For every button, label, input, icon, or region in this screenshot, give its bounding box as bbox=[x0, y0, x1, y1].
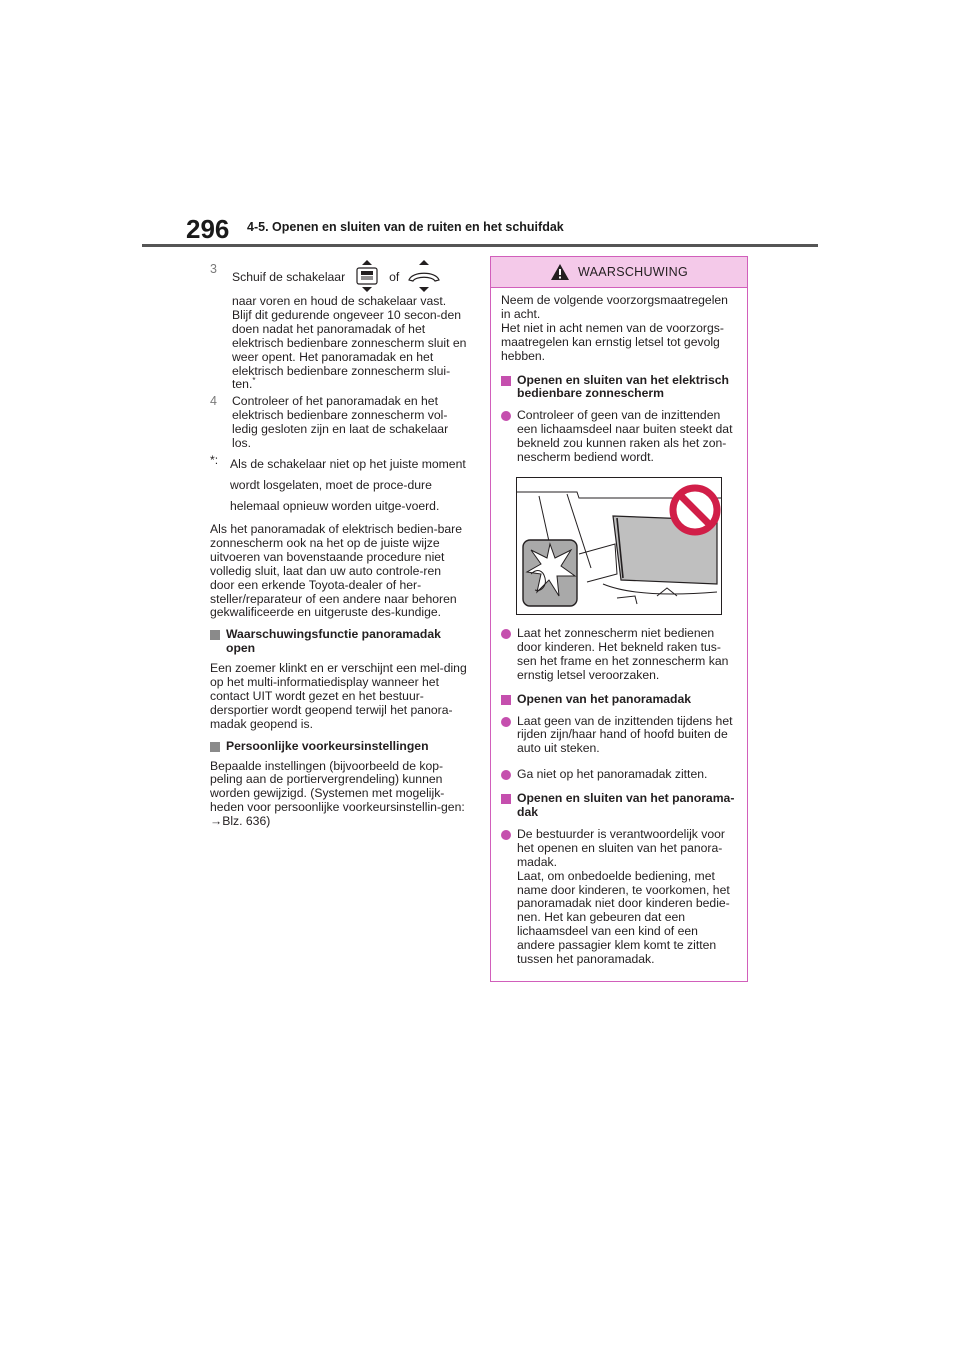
square-bullet-icon bbox=[210, 742, 220, 752]
footnote bbox=[210, 454, 468, 517]
paragraph-3: Bepaalde instellingen (bijvoorbeeld de kop-peling aan de portiervergrendeling) kunnen worden gewijzigd. (Systemen met mogelijk-heden voor persoonlijke voorkeursinstellin-gen: →Blz. 636) bbox=[210, 758, 465, 829]
step-3 bbox=[210, 263, 468, 392]
warning-intro: Neem de volgende voorzorgsmaatregelen in acht. Het niet in acht nemen van de voorzorgs-maatregelen kan ernstig letsel tot gevolg hebben. bbox=[501, 293, 728, 363]
square-bullet-icon bbox=[501, 794, 511, 804]
bullet-text: Laat geen van de inzittenden tijdens het rijden zijn/haar hand of hoofd buiten de auto uit steken. bbox=[517, 713, 733, 756]
heading-text: Waarschuwingsfunctie panoramadak open bbox=[226, 627, 441, 656]
footnote-text: Als de schakelaar niet op het juiste moment wordt losgelaten, moet de proce-dure helemaal opnieuw worden uitge-voerd. bbox=[230, 456, 466, 513]
heading-warning-function bbox=[210, 628, 468, 656]
bullet-text: De bestuurder is verantwoordelijk voor het openen en sluiten van het panora-madak. Laat, om onbedoelde bediening, met name door kinderen, te voorkomen, het panoramadak niet door kinderen bedie-nen. Het kan gebeuren dat een lichaamsdeel van een kind of een andere passagier klem komt te zitten tussen het panoramadak. bbox=[517, 826, 730, 967]
warning-heading-1 bbox=[501, 374, 737, 402]
header-rule bbox=[142, 244, 818, 247]
step-number: 3 bbox=[210, 262, 217, 276]
footnote-mark: *: bbox=[210, 452, 219, 467]
step-3-text: naar voren en houd de schakelaar vast. Blijf dit gedurende ongeveer 10 secon-den doen nadat het panoramadak of het elektrisch bedienbare zonnescherm sluit en weer opent. Het panoramadak en het elektrisch bedienbare zonnescherm slui-ten. bbox=[232, 294, 467, 392]
warning-bullet-3 bbox=[501, 715, 737, 757]
heading-text: Openen van het panoramadak bbox=[517, 691, 692, 706]
step-number: 4 bbox=[210, 394, 217, 409]
bullet-text: Ga niet op het panoramadak zitten. bbox=[517, 767, 708, 782]
switch-roof-icon bbox=[406, 260, 442, 296]
warning-heading-2 bbox=[501, 693, 737, 707]
round-bullet-icon bbox=[501, 411, 511, 421]
bullet-text: Controleer of geen van de inzittenden een lichaamsdeel naar buiten steekt dat bekneld zou kunnen raken als het zon-nescherm bediend wordt. bbox=[517, 408, 733, 465]
round-bullet-icon bbox=[501, 830, 511, 840]
round-bullet-icon bbox=[501, 770, 511, 780]
step-4-text: Controleer of het panoramadak en het elektrisch bedienbare zonnescherm vol-ledig gesloten zijn en laat de schakelaar los. bbox=[232, 394, 449, 451]
switch-sunshade-icon bbox=[352, 260, 382, 296]
heading-text: Openen en sluiten van het elektrisch bedienbare zonnescherm bbox=[517, 372, 729, 401]
paragraph-2: Een zoemer klinkt en er verschijnt een mel-ding op het multi-informatiedisplay wanneer het contact UIT wordt gezet en het bestuur-dersportier wordt geopend terwijl het panora-madak geopend is. bbox=[210, 661, 467, 731]
bullet-text: Laat het zonnescherm niet bedienen door kinderen. Het bekneld raken tus-sen het frame en het zonnescherm kan ernstig letsel veroorzaken. bbox=[517, 625, 729, 682]
paragraph-1: Als het panoramadak of elektrisch bedien-bare zonnescherm ook na het op de juiste wijze uitvoeren van bovenstaande procedure niet volledig sluit, laat dan uw auto controle-ren door een erkende Toyota-dealer of her-steller/reparateur of een andere naar behoren gekwalificeerde en uitgeruste des-kundige. bbox=[210, 521, 463, 620]
step-3-or: of bbox=[389, 270, 400, 285]
section-title: 4-5. Openen en sluiten van de ruiten en het schuifdak bbox=[247, 220, 564, 234]
heading-text: Persoonlijke voorkeursinstellingen bbox=[226, 738, 429, 753]
warning-bullet-1 bbox=[501, 409, 737, 465]
warning-triangle-icon bbox=[550, 263, 570, 281]
warning-heading-3 bbox=[501, 792, 737, 820]
switch-line bbox=[232, 263, 468, 293]
square-bullet-icon bbox=[501, 376, 511, 386]
prohibition-icon bbox=[673, 488, 717, 532]
footnote-ref: * bbox=[252, 376, 256, 386]
page-number: 296 bbox=[186, 214, 230, 244]
step-4 bbox=[210, 395, 468, 451]
step-3-prefix: Schuif de schakelaar bbox=[232, 270, 346, 285]
square-bullet-icon bbox=[501, 695, 511, 705]
warning-header bbox=[491, 257, 747, 288]
round-bullet-icon bbox=[501, 717, 511, 727]
warning-title: WAARSCHUWING bbox=[577, 265, 689, 279]
square-bullet-icon bbox=[210, 630, 220, 640]
left-column bbox=[210, 263, 468, 829]
round-bullet-icon bbox=[501, 629, 511, 639]
warning-box bbox=[490, 256, 748, 982]
warning-bullet-4 bbox=[501, 768, 737, 782]
heading-text: Openen en sluiten van het panorama-dak bbox=[517, 791, 735, 820]
pinch-hand-illustration bbox=[516, 477, 722, 615]
warning-bullet-5 bbox=[501, 828, 737, 967]
heading-personal-settings bbox=[210, 740, 468, 754]
warning-bullet-2 bbox=[501, 627, 737, 683]
